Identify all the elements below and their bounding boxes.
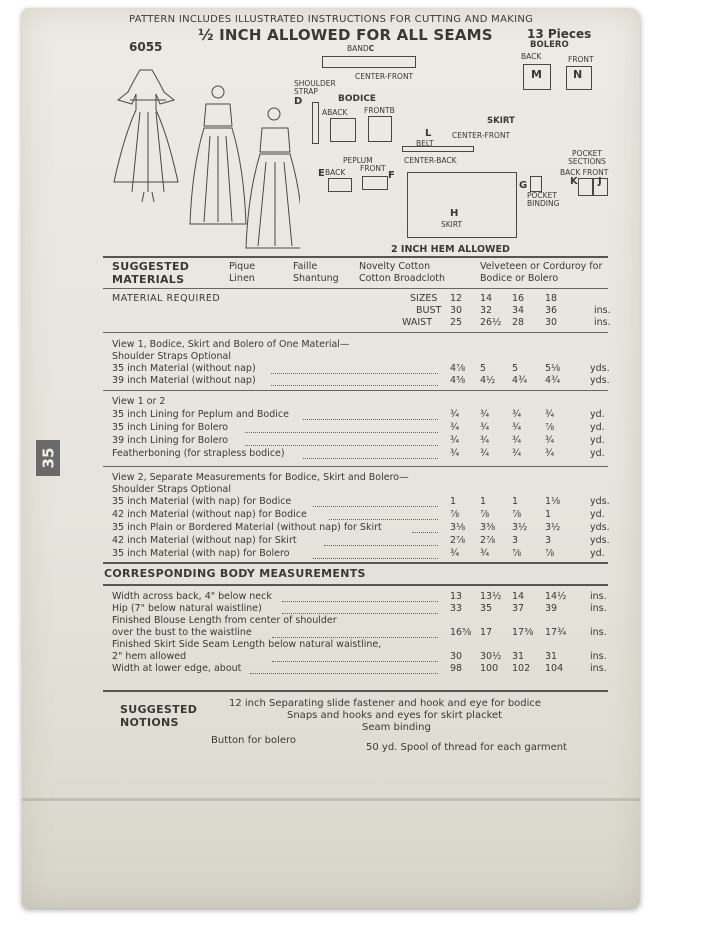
body-unit: ins. <box>590 651 607 662</box>
bodice-front-piece <box>368 116 392 142</box>
view1-row-label: 39 inch Material (without nap) <box>112 375 256 386</box>
body-value: 39 <box>545 603 558 614</box>
pocket-back-front-label: BACK FRONT <box>560 168 609 177</box>
peplum-f: F <box>388 170 395 181</box>
body-value: 13 <box>450 591 463 602</box>
divider <box>103 332 608 333</box>
leader-dots <box>272 661 438 662</box>
view1-unit: yds. <box>590 375 610 386</box>
leader-dots <box>313 506 438 507</box>
material-required-label: MATERIAL REQUIRED <box>112 293 221 304</box>
bodice-label: BODICE <box>338 94 377 104</box>
body-row-label: 2" hem allowed <box>112 651 187 662</box>
bolero-label: BOLERO <box>530 40 569 50</box>
bust-unit: ins. <box>594 305 611 316</box>
body-row-label: over the bust to the waistline <box>112 627 252 638</box>
leader-dots <box>282 613 438 614</box>
shoulder-strap-label: SHOULDER STRAP <box>294 79 336 96</box>
body-value: 30½ <box>480 651 502 662</box>
view2-row-label: 42 inch Material (without nap) for Skirt <box>112 535 297 546</box>
skirt-section-label: SKIRT <box>487 116 515 126</box>
waist-unit: ins. <box>594 317 611 328</box>
view2-unit: yds. <box>590 496 610 507</box>
view1-unit: yds. <box>590 363 610 374</box>
body-value: 30 <box>450 651 463 662</box>
pocket-sections-label: POCKET SECTIONS <box>568 149 606 166</box>
peplum-e: E <box>318 168 325 179</box>
leader-dots <box>271 385 438 386</box>
view2-row-label: 35 inch Plain or Bordered Material (without nap) for Skirt <box>112 522 382 533</box>
body-value: 14½ <box>545 591 567 602</box>
view12-value: ¾ <box>480 409 490 420</box>
size-value: 18 <box>545 293 558 304</box>
view2-value: ⅞ <box>512 548 522 559</box>
skirt-piece-label: SKIRT <box>441 220 463 229</box>
leader-dots <box>245 432 439 433</box>
body-value: 14 <box>512 591 525 602</box>
body-value: 17 <box>480 627 493 638</box>
bolero-front-label: FRONT <box>568 55 594 64</box>
divider <box>103 690 608 692</box>
view12-title: View 1 or 2 <box>112 396 166 407</box>
view12-value: ¾ <box>545 448 555 459</box>
view2-subtitle: Shoulder Straps Optional <box>112 484 231 495</box>
peplum-back-label: BACK <box>325 168 346 177</box>
notion-line-4a: Button for bolero <box>211 735 297 746</box>
view2-value: 2⅞ <box>480 535 496 546</box>
view12-value: ¾ <box>545 435 555 446</box>
leader-dots <box>313 558 438 559</box>
view2-value: 1⅛ <box>545 496 561 507</box>
bolero-m: M <box>531 68 542 81</box>
view12-value: ¾ <box>545 409 555 420</box>
view2-value: 1 <box>450 496 457 507</box>
view12-value: ¾ <box>450 422 460 433</box>
view12-unit: yd. <box>590 409 605 420</box>
view2-value: 1 <box>480 496 487 507</box>
body-value: 33 <box>450 603 463 614</box>
body-row-label: Finished Blouse Length from center of shoulder <box>112 615 337 626</box>
body-value: 98 <box>450 663 463 674</box>
view1-subtitle: Shoulder Straps Optional <box>112 351 231 362</box>
sizes-label: SIZES <box>410 293 438 304</box>
body-value: 13½ <box>480 591 502 602</box>
view2-unit: yd. <box>590 548 605 559</box>
body-value: 31 <box>512 651 525 662</box>
notion-line-4b: 50 yd. Spool of thread for each garment <box>366 742 567 753</box>
body-unit: ins. <box>590 627 607 638</box>
waist-value: 25 <box>450 317 463 328</box>
band-piece <box>322 56 416 68</box>
size-value: 14 <box>480 293 493 304</box>
peplum-front-label: FRONT <box>360 164 386 173</box>
body-row-label: Width across back, 4" below neck <box>112 591 272 602</box>
view1-value: 4⅜ <box>450 375 466 386</box>
view1-value: 4½ <box>480 375 496 386</box>
view12-unit: yd. <box>590 435 605 446</box>
view1-title: View 1, Bodice, Skirt and Bolero of One Material— <box>112 339 350 350</box>
bust-value: 30 <box>450 305 463 316</box>
notions-label: SUGGESTED NOTIONS <box>120 703 198 729</box>
view2-unit: yd. <box>590 509 605 520</box>
view12-value: ¾ <box>512 409 522 420</box>
leader-dots <box>250 673 438 674</box>
divider <box>103 562 608 564</box>
pattern-number: 6055 <box>129 40 163 54</box>
bust-label: BUST <box>416 305 442 316</box>
view2-unit: yds. <box>590 522 610 533</box>
dress-illustrations <box>100 56 303 256</box>
notion-line-1: 12 inch Separating slide fastener and hook and eye for bodice <box>229 698 542 709</box>
leader-dots <box>245 445 439 446</box>
body-value: 17¾ <box>545 627 567 638</box>
view12-value: ¾ <box>450 409 460 420</box>
size-value: 12 <box>450 293 463 304</box>
seam-allowance: ½ INCH ALLOWED FOR ALL SEAMS <box>198 26 493 44</box>
view1-value: 4⅞ <box>450 363 466 374</box>
leader-dots <box>282 601 438 602</box>
view1-value: 4¾ <box>512 375 528 386</box>
body-row-label: Width at lower edge, about <box>112 663 242 674</box>
belt-piece <box>402 146 474 152</box>
body-unit: ins. <box>590 591 607 602</box>
side-tab: 35 <box>36 440 60 476</box>
view1-value: 5⅛ <box>545 363 561 374</box>
bust-value: 32 <box>480 305 493 316</box>
notion-line-2: Snaps and hooks and eyes for skirt placket <box>287 710 503 721</box>
divider <box>103 288 608 289</box>
notion-line-3: Seam binding <box>362 722 431 733</box>
view2-value: ¾ <box>480 548 490 559</box>
view2-unit: yds. <box>590 535 610 546</box>
divider <box>103 256 608 258</box>
view2-value: 1 <box>545 509 552 520</box>
view12-unit: yd. <box>590 422 605 433</box>
view12-value: ¾ <box>450 448 460 459</box>
bolero-n: N <box>573 68 583 81</box>
material-col-3: Novelty Cotton Cotton Broadcloth <box>359 261 446 284</box>
view2-row-label: 42 inch Material (without nap) for Bodice <box>112 509 307 520</box>
divider <box>103 584 608 586</box>
view2-value: ⅞ <box>545 548 555 559</box>
view12-value: ⅞ <box>545 422 555 433</box>
view12-value: ¾ <box>480 435 490 446</box>
waist-value: 30 <box>545 317 558 328</box>
waist-value: 28 <box>512 317 525 328</box>
waist-label: WAIST <box>402 317 433 328</box>
materials-label: SUGGESTED MATERIALS <box>112 260 190 286</box>
view2-row-label: 35 inch Material (with nap) for Bolero <box>112 548 290 559</box>
view12-row-label: Featherboning (for strapless bodice) <box>112 448 285 459</box>
leader-dots <box>329 519 438 520</box>
pocket-g: G <box>519 180 528 191</box>
view1-value: 4¾ <box>545 375 561 386</box>
pocket-front-piece <box>592 178 608 196</box>
view1-value: 5 <box>480 363 487 374</box>
view2-value: ¾ <box>450 548 460 559</box>
bodice-back-label: ABACK <box>322 108 348 117</box>
view2-value: ⅞ <box>512 509 522 520</box>
bust-value: 36 <box>545 305 558 316</box>
band-label: BANDC <box>347 44 375 53</box>
body-value: 37 <box>512 603 525 614</box>
header-instructions: PATTERN INCLUDES ILLUSTRATED INSTRUCTIONS FOR CUTTING AND MAKING <box>129 14 534 25</box>
material-col-2: Faille Shantung <box>293 261 339 284</box>
band-center-front: CENTER-FRONT <box>355 72 414 81</box>
view12-row-label: 35 inch Lining for Bolero <box>112 422 229 433</box>
waist-value: 26½ <box>480 317 502 328</box>
leader-dots <box>303 419 438 420</box>
leader-dots <box>412 532 438 533</box>
view2-value: ⅞ <box>480 509 490 520</box>
view12-value: ¾ <box>512 422 522 433</box>
view12-value: ¾ <box>512 435 522 446</box>
leader-dots <box>272 637 438 638</box>
center-back-label: CENTER-BACK <box>404 156 457 165</box>
view2-title: View 2, Separate Measurements for Bodice, Skirt and Bolero— <box>112 472 409 483</box>
skirt-h: H <box>450 208 459 219</box>
pocket-binding-label: POCKET BINDING <box>527 191 560 208</box>
view1-row-label: 35 inch Material (without nap) <box>112 363 256 374</box>
body-value: 17⅜ <box>512 627 534 638</box>
body-value: 104 <box>545 663 564 674</box>
peplum-back-piece <box>328 178 352 192</box>
body-row-label: Finished Skirt Side Seam Length below natural waistline, <box>112 639 382 650</box>
bust-value: 34 <box>512 305 525 316</box>
peplum-label: PEPLUM <box>343 156 373 165</box>
view12-value: ¾ <box>512 448 522 459</box>
divider <box>103 466 608 467</box>
body-value: 35 <box>480 603 493 614</box>
strap-letter: D <box>294 96 303 107</box>
view12-value: ¾ <box>480 422 490 433</box>
bolero-back-label: BACK <box>521 52 542 61</box>
pocket-k: K <box>570 176 578 187</box>
bodice-front-label: FRONTB <box>364 106 395 115</box>
leader-dots <box>303 458 438 459</box>
view2-value: 3½ <box>545 522 561 533</box>
material-col-4: Velveteen or Corduroy for Bodice or Bolero <box>480 261 603 284</box>
view2-value: 3 <box>545 535 552 546</box>
view12-row-label: 39 inch Lining for Bolero <box>112 435 229 446</box>
divider <box>103 390 608 391</box>
body-unit: ins. <box>590 603 607 614</box>
body-value: 102 <box>512 663 531 674</box>
view2-value: 1 <box>512 496 519 507</box>
view2-value: 3½ <box>512 522 528 533</box>
view2-value: 2⅞ <box>450 535 466 546</box>
view2-row-label: 35 inch Material (with nap) for Bodice <box>112 496 292 507</box>
body-row-label: Hip (7" below natural waistline) <box>112 603 262 614</box>
view12-value: ¾ <box>450 435 460 446</box>
belt-center-front: CENTER-FRONT <box>452 131 511 140</box>
view12-unit: yd. <box>590 448 605 459</box>
pocket-j: J <box>598 176 602 187</box>
view2-value: 3⅛ <box>450 522 466 533</box>
body-unit: ins. <box>590 663 607 674</box>
leader-dots <box>324 545 438 546</box>
belt-label: BELT <box>416 139 434 148</box>
piece-count: 13 Pieces <box>527 27 592 41</box>
view1-value: 5 <box>512 363 519 374</box>
belt-letter: L <box>425 128 432 139</box>
view12-value: ¾ <box>480 448 490 459</box>
bodice-back-piece <box>330 118 356 142</box>
material-col-1: Pique Linen <box>229 261 256 284</box>
body-value: 100 <box>480 663 499 674</box>
strap-piece <box>312 102 319 144</box>
hem-note: 2 INCH HEM ALLOWED <box>391 244 510 255</box>
size-value: 16 <box>512 293 525 304</box>
body-value: 31 <box>545 651 558 662</box>
view12-row-label: 35 inch Lining for Peplum and Bodice <box>112 409 289 420</box>
body-value: 16⅝ <box>450 627 472 638</box>
view2-value: 3⅜ <box>480 522 496 533</box>
body-measurements-title: CORRESPONDING BODY MEASUREMENTS <box>104 567 366 580</box>
leader-dots <box>271 373 438 374</box>
view2-value: ⅞ <box>450 509 460 520</box>
view2-value: 3 <box>512 535 519 546</box>
peplum-front-piece <box>362 176 388 190</box>
pocket-binding-piece <box>530 176 542 192</box>
